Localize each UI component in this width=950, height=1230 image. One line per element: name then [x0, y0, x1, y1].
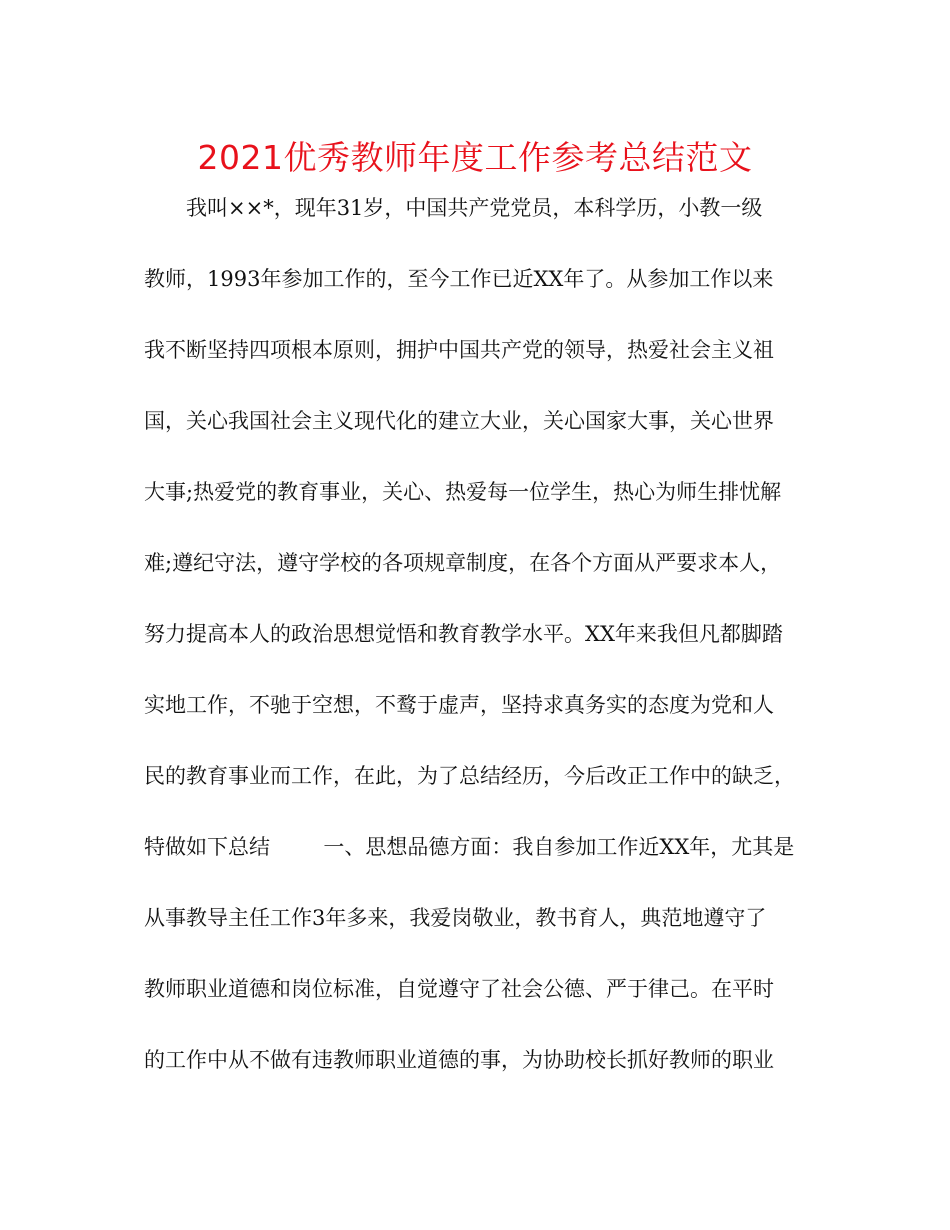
- body-line-12: 教师职业道德和岗位标准，自觉遵守了社会公德、严于律己。在平时: [144, 977, 774, 1001]
- body-line-2: 教师，1993年参加工作的，至今工作已近XX年了。从参加工作以来: [144, 267, 774, 291]
- body-line-8: 实地工作，不驰于空想，不鹜于虚声，坚持求真务实的态度为党和人: [144, 693, 774, 717]
- body-line-5: 大事;热爱党的教育事业，关心、热爱每一位学生，热心为师生排忧解: [144, 480, 782, 504]
- body-line-4: 国，关心我国社会主义现代化的建立大业，关心国家大事，关心世界: [144, 409, 774, 433]
- body-line-6: 难;遵纪守法，遵守学校的各项规章制度，在各个方面从严要求本人，: [144, 551, 782, 575]
- body-line-9: 民的教育事业而工作，在此，为了总结经历，今后改正工作中的缺乏，: [144, 764, 795, 788]
- body-line-10: 特做如下总结 一、思想品德方面：我自参加工作近XX年，尤其是: [144, 835, 795, 859]
- body-line-1: 我叫××*，现年31岁，中国共产党党员，本科学历，小教一级: [186, 196, 763, 220]
- document-title: 2021优秀教师年度工作参考总结范文: [197, 138, 753, 177]
- body-line-7: 努力提高本人的政治思想觉悟和教育教学水平。XX年来我但凡都脚踏: [144, 622, 783, 646]
- body-line-13: 的工作中从不做有违教师职业道德的事，为协助校长抓好教师的职业: [144, 1048, 774, 1072]
- body-line-11: 从事教导主任工作3年多来，我爱岗敬业，教书育人，典范地遵守了: [144, 906, 767, 930]
- body-line-3: 我不断坚持四项根本原则，拥护中国共产党的领导，热爱社会主义祖: [144, 338, 774, 362]
